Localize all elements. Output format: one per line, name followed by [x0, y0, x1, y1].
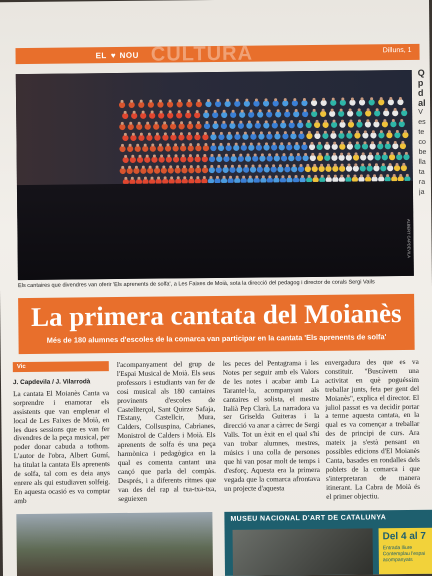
photo-credit: ALBERT CAPDEVILA	[406, 218, 412, 259]
secondary-photo	[16, 512, 213, 576]
brand-right: NOU	[119, 50, 139, 60]
edge-fragment: ra	[418, 178, 426, 186]
column-text: l'acompanyament del grup de l'Espai Musical de Moià. Els seus professors i estudiants van fer de cosi musical als 180 cantaires provinents d'escoles de Castellterçol, Sant Quirze Safaja, l'Estany, Castellcir, Mura, Calders, Collsuspina, Cabrianes, Monistrol de Calders i Moià. Els aprenents de solfa és una peça harmònica i pedagògica en la qual es comenta cantant una cançó que parla del compàs. Després, i a diferents ritmes que van des del rap al txa-txa-txa, seguiexen	[116, 360, 217, 503]
audience-silhouettes	[17, 181, 414, 280]
byline: J. Capdevila / J. Vilarrodà	[12, 378, 91, 387]
issue-date: Dilluns, 1	[382, 46, 412, 55]
ad-date-big: Del 4 al 7	[382, 530, 427, 543]
article-column-3	[223, 359, 320, 494]
section-title: CULTURA	[150, 42, 254, 66]
column-text: La cantata El Moianès Canta va sorprendre i enamorar els assistents que van emplenar el local de Les Faixes de Moià, en les dues sessions que es van fer divendres de la peça musical, per poder donar cabuda a tothom. L'autor de l'obra, Albert Gumí, ha titulat la cantata Els aprenents de solfa, tal com es deia anys enrere als qui estudiaven solfeig. En aquesta ocasió es va comptar amb	[13, 389, 111, 505]
ad-date-small: Entrada lliure Contemplau l'espai acompanyats	[382, 544, 426, 564]
article-column-1	[13, 378, 110, 506]
headline: La primera cantata del Moianès	[30, 298, 402, 332]
edge-fragment: Q	[417, 67, 425, 78]
brand-left: EL	[95, 50, 107, 60]
column-text: les peces del Pentagrama i les Notes per seguir amb els Valors de les notes i acabar amb La Tarantel·la, acompanyant als cantaires el solista, el mestre Italià Pep Clarà. La narradora va ser Griselda Guiteras i la direcció va anar a càrrec de Sergi Valls. Tot un èxit en el qual s'hi van trobar alumnes, mestres, músics i una colla de persones que hi van posar molt de temps i d'esforç. Aquesta era la primera vegada que la comarca afrontava un projecte d'aquesta	[222, 358, 321, 493]
edge-fragment: p	[417, 77, 424, 88]
edge-fragment: d	[417, 87, 424, 98]
museum-advertisement	[224, 510, 432, 576]
article-column-2	[117, 360, 216, 504]
section-header-bar	[15, 44, 419, 64]
edge-fragment: be	[418, 148, 427, 156]
edge-fragment: ja	[418, 188, 425, 196]
subheadline: Més de 180 alumnes d'escoles de la comarca van participar en la cantata 'Els aprenents de solfa'	[46, 332, 387, 345]
location-tag: Vic	[13, 361, 109, 372]
edge-fragment: te	[418, 128, 425, 136]
edge-fragment: lla	[418, 158, 426, 166]
ad-image	[233, 528, 373, 575]
article-column-4	[325, 358, 420, 501]
headline-box	[18, 294, 415, 354]
edge-fragment: al	[418, 97, 426, 108]
heart-icon: ♥	[110, 50, 116, 60]
concert-photo	[16, 70, 414, 280]
edge-fragment: ta	[418, 168, 425, 176]
edge-fragment: co	[418, 138, 426, 146]
column-text: envergadura des que es va constituir. "Buscàvem una activitat en què poguéssim treballar junts, feta per gent del Moianès", explica el director. El juliol passat es va decidir portar a terme aquesta cantata, en la qual es va començar a treballar des de principi de curs. Ara mateix ja s'està pensant en possibles edicions d'El Moianès Canta, basades en rondalles dels poblets de la comarca i que s'interpretaran de manera itinerant. La Cabra de Moià és el primer objectiu.	[324, 357, 421, 501]
edge-fragment: es	[418, 118, 426, 126]
photo-caption: Els cantaires que divendres van oferir 'Els aprenents de solfa', a Les Faixes de Moià, sota la direcció del pedagog i director de corals Sergi Vails	[17, 279, 375, 290]
edge-fragment: V	[418, 108, 423, 116]
ad-title: MUSEU NACIONAL D'ART DE CATALUNYA	[230, 514, 387, 523]
